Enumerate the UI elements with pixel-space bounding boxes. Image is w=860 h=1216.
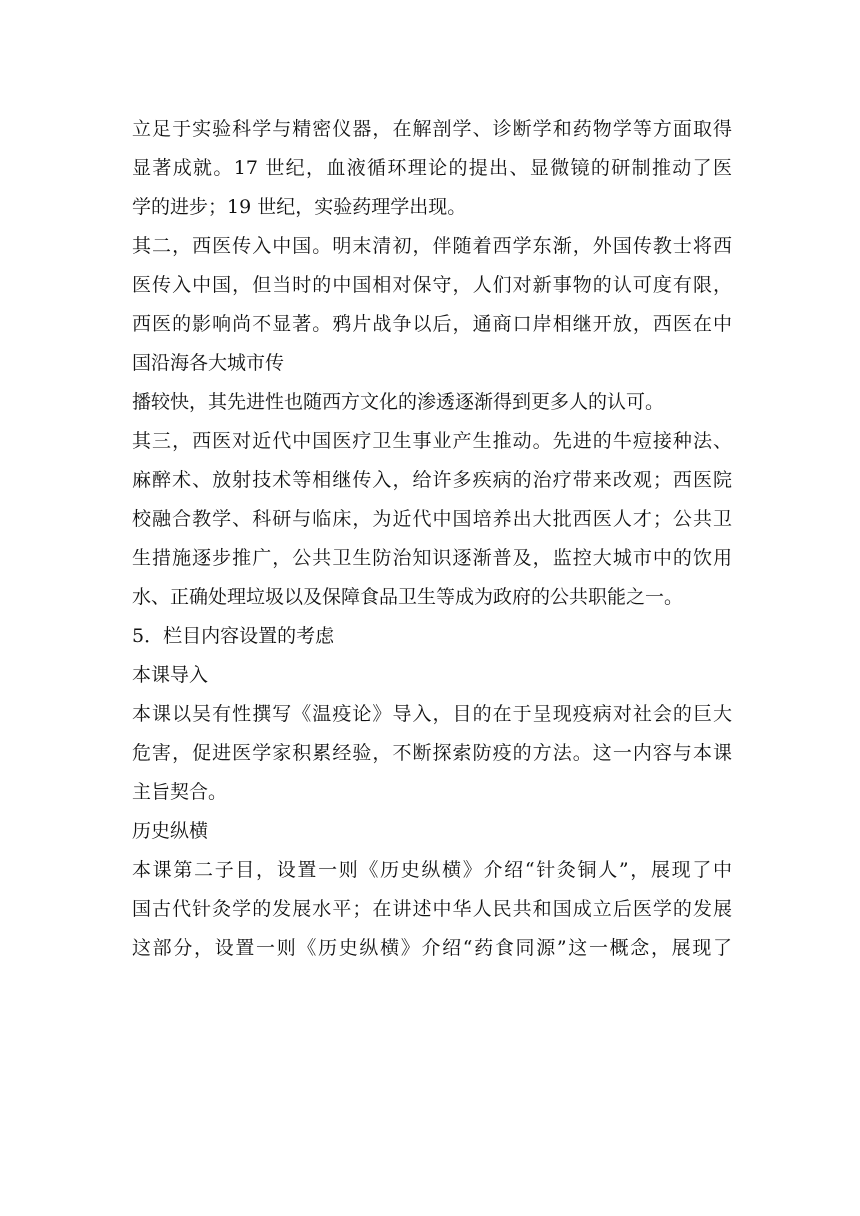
text-line: 本课以吴有性撰写《温疫论》导入，目的在于呈现疫病对社会的巨大 bbox=[132, 703, 732, 725]
text-line: 校融合教学、科研与临床，为近代中国培养出大批西医人才；公共卫 bbox=[132, 508, 732, 530]
text-line: 水、正确处理垃圾以及保障食品卫生等成为政府的公共职能之一。 bbox=[132, 586, 684, 608]
text-line: 本课第二子目，设置一则《历史纵横》介绍“针灸铜人”，展现了中 bbox=[132, 859, 732, 881]
text-line: 医传入中国，但当时的中国相对保守，人们对新事物的认可度有限， bbox=[132, 274, 732, 296]
text-line: 危害，促进医学家积累经验，不断探索防疫的方法。这一内容与本课 bbox=[132, 742, 732, 764]
text-line: 这部分，设置一则《历史纵横》介绍“药食同源”这一概念，展现了 bbox=[132, 937, 732, 959]
subheading-introduction: 本课导入 bbox=[132, 664, 209, 686]
text-line: 西医的影响尚不显著。鸦片战争以后，通商口岸相继开放，西医在中 bbox=[132, 313, 732, 335]
text-line: 播较快，其先进性也随西方文化的渗透逐渐得到更多人的认可。 bbox=[132, 391, 665, 413]
body-text bbox=[132, 110, 732, 968]
text-line: 学的进步；19 世纪，实验药理学出现。 bbox=[132, 196, 467, 218]
subheading-history: 历史纵横 bbox=[132, 820, 209, 842]
text-line: 立足于实验科学与精密仪器，在解剖学、诊断学和药物学等方面取得 bbox=[132, 118, 732, 140]
text-line: 其三，西医对近代中国医疗卫生事业产生推动。先进的牛痘接种法、 bbox=[132, 430, 732, 452]
section-heading: 5．栏目内容设置的考虑 bbox=[132, 625, 335, 647]
text-line: 其二，西医传入中国。明末清初，伴随着西学东渐，外国传教士将西 bbox=[132, 235, 732, 257]
text-line: 国古代针灸学的发展水平；在讲述中华人民共和国成立后医学的发展 bbox=[132, 898, 732, 920]
text-line: 生措施逐步推广，公共卫生防治知识逐渐普及，监控大城市中的饮用 bbox=[132, 547, 732, 569]
text-line: 显著成就。17 世纪，血液循环理论的提出、显微镜的研制推动了医 bbox=[132, 157, 732, 179]
text-line: 麻醉术、放射技术等相继传入，给许多疾病的治疗带来改观；西医院 bbox=[132, 469, 732, 491]
text-line: 主旨契合。 bbox=[132, 781, 228, 803]
text-line: 国沿海各大城市传 bbox=[132, 352, 285, 374]
